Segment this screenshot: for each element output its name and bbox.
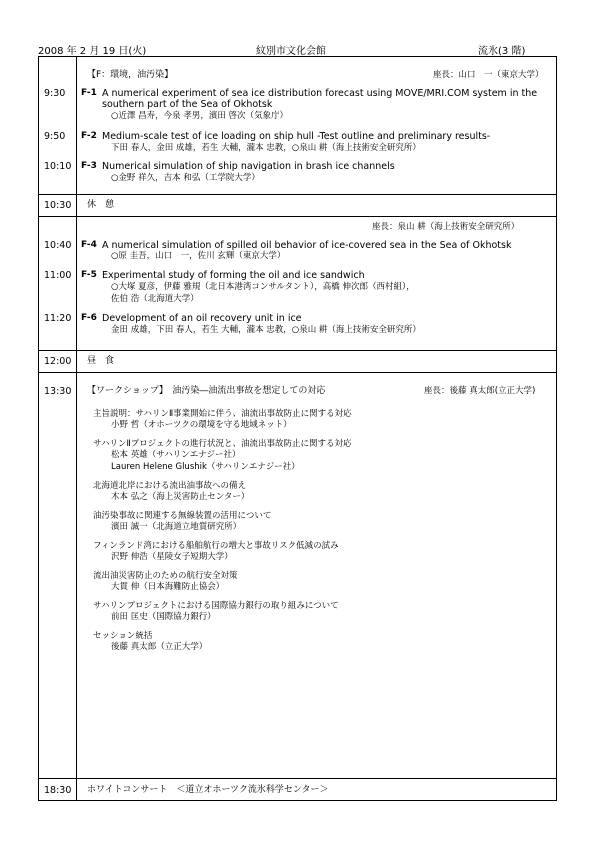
talk-title-line2: southern part of the Sea of Okhotsk (102, 99, 273, 110)
workshop-item-title: 流出油災害防止のための航行安全対策 (93, 571, 238, 581)
talk-title: Medium-scale test of ice loading on ship hull -Test outline and preliminary results- (102, 131, 491, 142)
talk-authors: ○金野 祥久，吉本 和弘（工学院大学） (111, 173, 260, 183)
talk-authors: ○大塚 夏彦，伊藤 雅規（北日本港湾コンサルタント），高橋 伸次郎（西村組）， (111, 282, 415, 292)
row-divider (39, 778, 556, 779)
talk-time: 9:30 (44, 88, 66, 99)
talk-title: Experimental study of forming the oil and ice sandwich (102, 270, 365, 281)
row-divider (39, 216, 556, 217)
talk-authors: 金田 成雄，下田 春人，若生 大輔，瀧本 忠教，○泉山 耕（海上技術安全研究所） (111, 325, 421, 335)
row-divider (39, 194, 556, 195)
workshop-item-title: 油汚染事故に関連する無線装置の活用について (93, 511, 272, 521)
break-label: 休 憩 (87, 200, 115, 210)
workshop-heading: 【ワークショップ】 油汚染―油流出事故を想定しての対応 (87, 386, 326, 396)
header-hall: 流氷(3 階) (478, 46, 526, 57)
talk-code: F-3 (81, 161, 97, 171)
talk-time: 10:10 (44, 161, 72, 172)
workshop-chair: 座長：後藤 真太郎(立正大学) (424, 386, 536, 396)
session-f-chair: 座長：山口 一（東京大学） (433, 70, 544, 80)
workshop-item-title: サハリンⅡプロジェクトの進行状況と、油流出事故防止に関する対応 (93, 439, 352, 449)
workshop-item-title: 主旨説明：サハリンⅡ事業開始に伴う、油流出事故防止に関する対応 (93, 409, 352, 419)
workshop-item-title: 北海道北岸における流出油事故への備え (93, 481, 247, 491)
concert-time: 18:30 (44, 785, 72, 796)
talk-time: 11:00 (44, 270, 72, 281)
talk-code: F-1 (81, 88, 97, 98)
session-chair: 座長：泉山 耕（海上技術安全研究所） (372, 222, 520, 232)
talk-authors-line2: 佐伯 浩（北海道大学） (111, 294, 199, 304)
workshop-item-person: 前田 匡史（国際協力銀行） (111, 612, 216, 622)
lunch-label: 昼 食 (87, 356, 115, 366)
talk-title: Numerical simulation of ship navigation in brash ice channels (102, 161, 395, 172)
talk-authors: ○近澤 昌寿，今泉 孝男，濱田 啓次（気象庁） (111, 111, 289, 121)
talk-code: F-5 (81, 270, 97, 280)
workshop-item-person: Lauren Helene Glushik（サハリンエナジー社） (111, 462, 300, 472)
workshop-item-person: 木本 弘之（海上災害防止センター） (111, 492, 250, 502)
time-column-divider (76, 57, 77, 800)
workshop-item-title: セッション統括 (93, 631, 153, 641)
talk-time: 10:40 (44, 240, 72, 251)
schedule-table (38, 56, 557, 801)
talk-time: 11:20 (44, 313, 72, 324)
row-divider (39, 350, 556, 351)
header-venue: 紋別市文化会館 (256, 46, 326, 57)
header-date: 2008 年 2 月 19 日(火) (38, 46, 147, 57)
workshop-item-person: 濱田 誠一（北海道立地質研究所） (111, 522, 242, 532)
talk-time: 9:50 (44, 131, 66, 142)
workshop-item-person: 沢野 伸浩（星陵女子短期大学） (111, 552, 233, 562)
session-f-heading: 【F：環境，油汚染】 (87, 70, 174, 80)
talk-title: A numerical simulation of spilled oil behavior of ice-covered sea in the Sea of Okhotsk (102, 240, 512, 251)
talk-code: F-2 (81, 131, 97, 141)
talk-code: F-6 (81, 313, 97, 323)
concert-label: ホワイトコンサート ＜道立オホーツク流氷科学センター＞ (87, 785, 329, 795)
talk-title: Development of an oil recovery unit in ice (102, 313, 302, 324)
row-divider (39, 372, 556, 373)
workshop-item-person: 松本 英雄（サハリンエナジー社） (111, 450, 241, 460)
workshop-item-title: フィンランド湾における船舶航行の増大と事故リスク低減の試み (93, 541, 339, 551)
talk-code: F-4 (81, 240, 97, 250)
workshop-item-person: 小野 哲（オホーツクの環境を守る地域ネット） (111, 420, 292, 430)
talk-title: A numerical experiment of sea ice distribution forecast using MOVE/MRI.COM system in the (102, 88, 538, 99)
workshop-item-person: 大貫 伸（日本海難防止協会） (111, 582, 225, 592)
workshop-time: 13:30 (44, 386, 72, 397)
talk-authors: ○原 圭吾，山口 一，佐川 玄輝（東京大学） (111, 251, 286, 261)
talk-authors: 下田 春人，金田 成雄，若生 大輔，瀧本 忠教，○泉山 耕（海上技術安全研究所） (111, 143, 421, 153)
workshop-item-person: 後藤 真太郎（立正大学） (111, 642, 208, 652)
workshop-item-title: サハリンプロジェクトにおける国際協力銀行の取り組みについて (93, 601, 339, 611)
break-time: 10:30 (44, 200, 72, 211)
lunch-time: 12:00 (44, 356, 72, 367)
